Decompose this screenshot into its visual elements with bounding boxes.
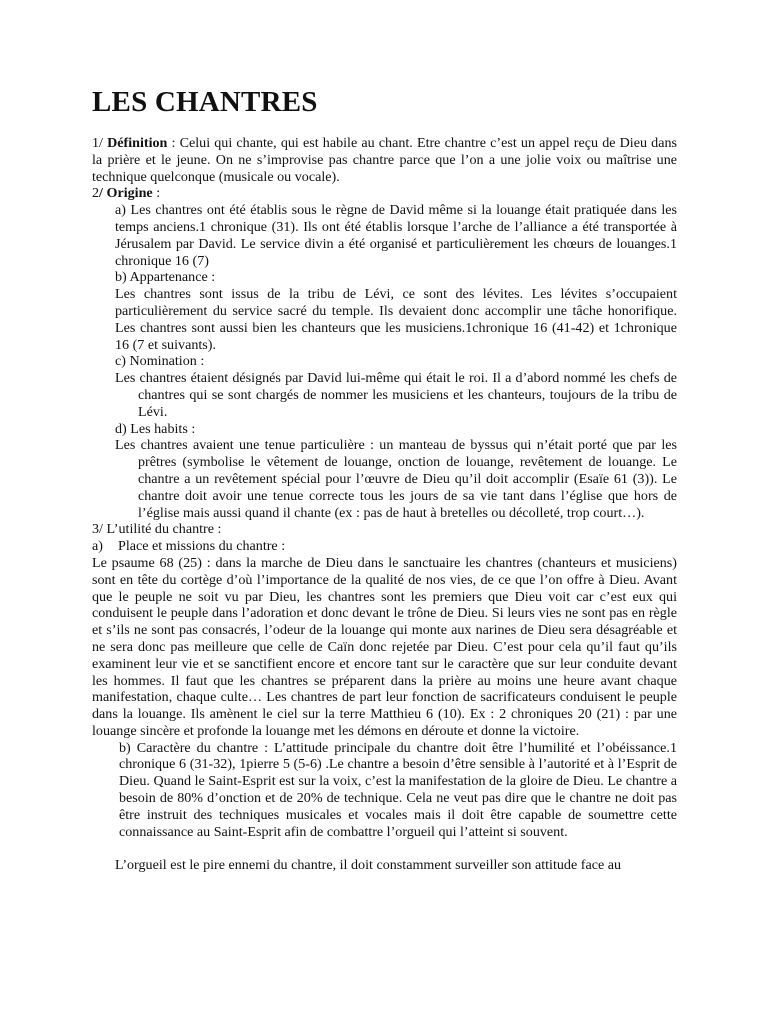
utilite-heading: 3/ L’utilité du chantre : — [92, 521, 222, 538]
origine-a-paragraph: a) Les chantres ont été établis sous le règne de David même si la louange était pratiquée dans les temps anciens.1 chronique (31). Ils ont été établis lorsque l’arche de l’alliance a été transportée à Jérusalem par David. Le service divin a été organisé et particulièrement les chœurs de louanges.1 chronique 16 (7) — [115, 202, 677, 269]
page-title: LES CHANTRES — [92, 86, 318, 118]
orgueil-paragraph: L’orgueil est le pire ennemi du chantre, il doit constamment surveiller son attitude face au — [115, 857, 622, 874]
origine-label: / Origine — [99, 185, 153, 202]
definition-label: Définition — [107, 135, 168, 151]
origine-heading: 2/ Origine : — [92, 185, 161, 202]
paragraph-gap — [92, 840, 677, 857]
section-number: 2 — [92, 185, 100, 202]
appartenance-paragraph: Les chantres sont issus de la tribu de Lévi, ce sont des lévites. Les lévites s’occupaient particulièrement du service sacré du temple. Ils devaient donc accomplir une tâche honorifique. Les chantres sont aussi bien les chanteurs que les musiciens.1chronique 16 (41-42) et 1chronique 16 (7 et suivants). — [115, 286, 677, 353]
habits-paragraph: Les chantres avaient une tenue particulière : un manteau de byssus qui n’était porté que par les prêtres (symbolise le vêtement de louange, onction de louange, revêtement de louange. Le chantre a un revêtement spécial pour l’œuvre de Dieu qu’il doit accomplir (Esaïe 61 (3)). Le chantre doit avoir une tenue correcte tous les jours de sa vie tant dans l’église que hors de l’église mais aussi quand il chante (ex : pas de haut à bretelles ou décolleté, trop court…). — [115, 437, 677, 521]
missions-paragraph: Le psaume 68 (25) : dans la marche de Dieu dans le sanctuaire les chantres (chanteurs et musiciens) sont en tête du cortège d’où l’importance de la qualité de nos vies, de ce que l’on offre à Dieu. Avant que le peuple ne soit vu par Dieu, les chantres sont les premiers que Dieu voit car c’est eux qui conduisent le peuple dans l’adoration et donc devant le trône de Dieu. Si leurs vies ne sont pas en règle et s’ils ne sont pas consacrés, l’odeur de la louange qui monte aux narines de Dieu sera désagréable et ne sera donc pas meilleure que celle de Caïn donc rejetée par Dieu. C’est pour cela qu’il faut qu’ils examinent leur vie et se sanctifient encore et encore tant sur le caractère que sur leur conduite devant les hommes. Il faut que les chantres se préparent dans la prière au moins une heure avant chaque manifestation, chaque culte… Les chantres de part leur fonction de sacrificateurs conduisent le peuple dans la louange. Ils amènent le ciel sur la terre Matthieu 6 (10). Ex : 2 chroniques 20 (21) : par une louange sincère et profonde la louange met les démons en déroute et donne la victoire. — [92, 554, 677, 739]
appartenance-heading: b) Appartenance : — [115, 269, 216, 286]
caractere-paragraph: b) Caractère du chantre : L’attitude principale du chantre doit être l’humilité et l’obéissance.1 chronique 6 (31-32), 1pierre 5 (5-6) .Le chantre a besoin d’être sensible à l’autorité et à l’Esprit de Dieu. Quand le Saint-Esprit est sur la voix, c’est la manifestation de la gloire de Dieu. Le chantre a besoin de 80% d’onction et de 20% de technique. Cela ne veut pas dire que le chantre ne doit pas être instruit des techniques musicales et vocales mais il doit être capable de soumettre cette connaissance au Saint-Esprit afin de combattre l’orgueil qui l’atteint si souvent. — [119, 739, 677, 840]
missions-heading: a) Place et missions du chantre : — [92, 538, 286, 555]
nomination-heading: c) Nomination : — [115, 353, 205, 370]
nomination-paragraph: Les chantres étaient désignés par David lui-même qui était le roi. Il a d’abord nommé les chefs de chantres qui se sont chargés de nommer les musiciens et les chanteurs, toujours de la tribu de Lévi. — [115, 370, 677, 420]
section-number: 1/ — [92, 135, 108, 151]
definition-paragraph — [92, 135, 677, 185]
document-body — [92, 135, 677, 874]
habits-heading: d) Les habits : — [115, 420, 196, 437]
definition-text: : Celui qui chante, qui est habile au chant. Etre chantre c’est un appel reçu de Dieu dans la prière et le jeune. On ne s’improvise pas chantre parce que l’on a une jolie voix ou maîtrise une technique quelconque (musicale ou vocale). — [92, 135, 677, 185]
